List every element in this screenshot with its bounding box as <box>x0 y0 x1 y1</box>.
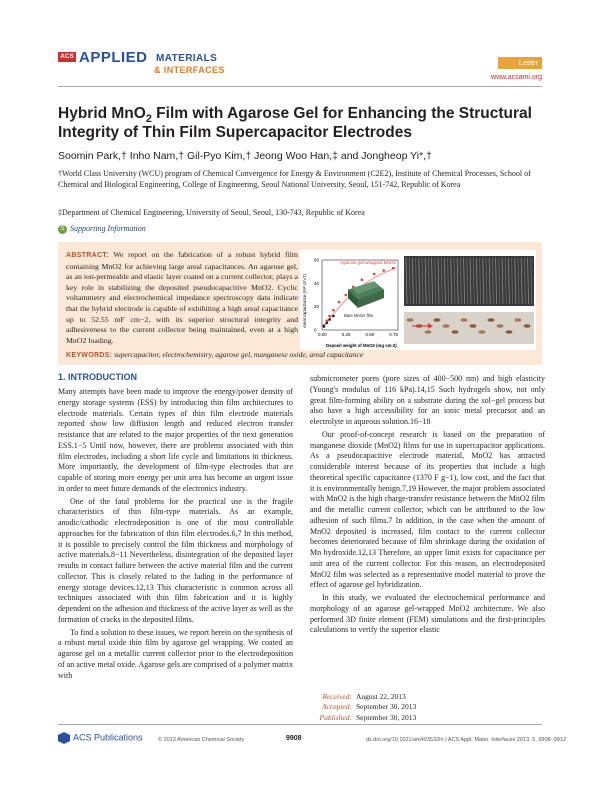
header-divider <box>58 86 542 87</box>
logo-materials: MATERIALS <box>156 53 218 64</box>
article-title <box>58 104 542 142</box>
title-part1: Hybrid MnO <box>58 105 146 122</box>
accepted-label: Accepted: <box>322 702 352 712</box>
author-list: Soomin Park,† Inho Nam,† Gil-Pyo Kim,† Jeong Woo Han,‡ and Jongheop Yi*,† <box>58 150 432 162</box>
acs-publications-logo <box>58 732 143 744</box>
sem-particle <box>479 330 486 334</box>
abstract <box>66 250 298 346</box>
received-row <box>310 692 542 702</box>
intro-paragraph-4: submicrometer pores (pore sizes of 400−500 nm) and high elasticity (Young's modulus of 116 kPa).14,15 Such hydrogels show, not only great film-forming ability on a substrate during the sol−gel process but also have a high accessibility for an ionic metal precursor and an electrolyte in aqueous solution.16−18 <box>310 374 545 426</box>
sem-image-top <box>404 256 534 306</box>
left-column <box>58 387 293 681</box>
data-point-bare <box>325 322 328 325</box>
x-tick-label: 0.25 <box>341 332 351 337</box>
x-tick-label: 0.75 <box>389 332 399 337</box>
accepted-row <box>310 702 542 712</box>
data-point-gel <box>328 315 331 318</box>
published-label: Published: <box>319 712 352 722</box>
accepted-date: September 30, 2013 <box>356 702 417 712</box>
logo-interfaces: & INTERFACES <box>154 65 225 75</box>
acs-hex-icon <box>58 732 70 744</box>
data-point-gel <box>338 301 341 304</box>
logo-applied: APPLIED <box>79 49 148 66</box>
journal-url[interactable]: www.acsami.org <box>491 74 542 81</box>
supporting-info-icon: S <box>58 225 67 234</box>
article-type-tag: Letter <box>498 57 542 69</box>
y-tick-label: 20 <box>314 304 320 310</box>
x-axis-label: Deposit weight of MnO2 (mg cm-2) <box>326 343 397 348</box>
footer-divider <box>58 724 542 725</box>
data-point-bare <box>323 325 326 328</box>
y-axis-label: Areal capacitance (mF cm-2) <box>302 274 307 328</box>
data-point-bare <box>332 315 335 318</box>
supporting-info-label: Supporting Information <box>70 224 146 233</box>
x-tick-label: 0.00 <box>318 332 327 337</box>
sem-particle <box>524 324 531 328</box>
title-part2: Film with Agarose Gel for Enhancing the Structural Integrity of Thin Film Supercapacitor Electrodes <box>58 105 532 141</box>
abstract-body: We report on the fabrication of a robust hybrid film containing MnO2 for achieving large areal capacitances. An agarose gel, as an ion-permeable and elastic layer coated on a current collector, plays a key role in stabilizing the deposited pseudocapacitive MnO2. Cyclic voltammetry and electrochemical impedance spectroscopy data indicate that the hybrid electrode is capable of exhibiting a high areal capacitance up to 52.55 mF cm−2, with its superior structural integrity and adhesiveness to the current collector being maintained, even at a high MnO2 loading. <box>66 250 298 345</box>
sem-image-bottom <box>404 312 534 344</box>
sem-particle <box>497 324 504 328</box>
data-point-gel <box>332 309 335 312</box>
sem-particle <box>452 330 459 334</box>
legend-gel: Agarose gel wrapped MnO2 <box>340 260 397 265</box>
data-point-gel <box>344 294 347 297</box>
intro-paragraph-3: To find a solution to these issues, we report herein on the synthesis of a robust metal oxide thin film by agarose gel wrapping. We coated an agarose gel on a metallic current collector prior to the electrodeposition of an active metal oxide. Agarose gels are comprised of a polymer matrix with <box>58 627 293 680</box>
title-subscript: 2 <box>145 113 152 126</box>
data-point-gel <box>382 269 385 272</box>
sem-particle <box>443 324 450 328</box>
x-tick-label: 0.50 <box>365 332 375 337</box>
received-label: Received: <box>322 692 352 701</box>
sem-particle <box>461 318 468 322</box>
journal-logo <box>58 49 258 86</box>
abstract-heading: ABSTRACT: <box>66 252 109 259</box>
sem-particle <box>515 318 522 322</box>
acs-badge: ACS <box>58 52 76 62</box>
y-tick-label: 40 <box>314 280 320 286</box>
intro-paragraph-5: Our proof-of-concept research is based on the preparation of manganese dioxide (MnO2) films for use in supercapacitor applications. As a pseudocapacitive electrode material, MnO2 has attracted considerable interest because of its properties that include a high theoretical specific capacitance (1370 F g−1), low cost, and the fact that it is environmentally benign.7,19 However, the major problem associated with MnO2 is the high charge-transfer resistance between the MnO2 film and the metallic current collector, which can be attributed to the low adhesion of such films.7 In addition, in the case when the amount of MnO2 deposited is increased, film contact to the current collector becomes deteriorated because of film shrinkage during the oxidation of Mn hydroxide.12,13 Therefore, an upper limit exists for capacitance per unit area of the current collector. For this reason, an electrodeposited MnO2 film was selected as a representative model material to prove the effect of agarose gel hybridization. <box>310 429 545 590</box>
data-point-gel <box>392 267 395 270</box>
published-date: September 30, 2013 <box>356 712 417 722</box>
keywords-list: supercapacitor, electrochemistry, agarose gel, manganese oxide, areal capacitance <box>114 350 364 359</box>
sem-particle <box>470 324 477 328</box>
y-tick-label: 0 <box>314 327 317 333</box>
sem-particle <box>488 318 495 322</box>
affiliation-1: †World Class University (WCU) program of Chemical Convergence for Energy & Environment (C2E2), Institute of Chemical Processes, School of Chemical and Biological Engineering, College of Engineering, Seoul National University, Seoul, 151-742, Republic of Korea <box>58 169 531 189</box>
doi-citation[interactable]: dx.doi.org/10.1021/am403532m | ACS Appl. Mater. Interfaces 2013, 5, 9908−9912 <box>366 737 567 743</box>
sem-particle <box>407 318 414 322</box>
intro-paragraph-2: One of the fatal problems for the practical use is the fragile characteristics of thin film-type materials. As an example, anodic/cathodic electrodeposition is one of the most controllable approaches for the fabrication of thin film electrodes.6,7 In this method, it is possible to precisely control the film thickness and morphology of active materials.8−11 Nevertheless, disintegration of the deposited layer results in contact failure between the active material film and the current collector. This is closely related to the fading in the performance of energy storage devices.12,13 This characteristic is common across all techniques associated with thin film fabrication and it is highly dependent on the adhesion and thickness of the active layer as well as the formation of cracks in the deposited films. <box>58 496 293 624</box>
published-row <box>310 713 542 723</box>
supporting-info-link[interactable] <box>58 224 146 234</box>
sem-particle <box>425 330 432 334</box>
data-point-bare <box>328 318 331 321</box>
keywords-heading: KEYWORDS: <box>66 352 113 359</box>
history-dates <box>310 692 542 723</box>
received-date: August 22, 2013 <box>356 692 406 701</box>
section-heading-introduction: 1. INTRODUCTION <box>58 372 138 382</box>
sem-particle <box>434 318 441 322</box>
data-point-gel <box>325 319 328 322</box>
data-point-gel <box>361 279 364 282</box>
toc-svg <box>300 250 536 350</box>
intro-paragraph-6: In this study, we evaluated the electrochemical performance and morphology of an agarose gel-wrapped MnO2 architecture. We also performed 3D finite element (FEM) simulations and the first-principles calculations to verify the superior elastic <box>310 593 545 635</box>
publisher-name: ACS Publications <box>73 732 143 743</box>
toc-graphic <box>300 250 536 350</box>
data-point-gel <box>373 273 376 276</box>
right-column <box>310 374 545 636</box>
copyright: © 2013 American Chemical Society <box>158 737 245 743</box>
affiliation-2: ‡Department of Chemical Engineering, University of Seoul, Seoul, 130-743, Republic of Korea <box>58 208 365 217</box>
intro-paragraph-1: Many attempts have been made to improve the energy/power density of energy storage systems (ESS) by introducing thin film architectures to electrode materials. Certain types of thin film electrode materials reported show low diffusion length and reduced electron transfer resistance that are related to the major properties of the next generation ESS.1−5 Until now, however, there are problems associated with thin film electrodes, including a short life cycle and limitations in thickness. More importantly, the development of film-type electrodes that are capable of storing more energy per unit area has become an urgent issue in order to meet future demands of the electronics industry. <box>58 387 293 493</box>
y-tick-label: 60 <box>314 257 320 263</box>
keywords <box>66 350 536 359</box>
sem-particle <box>506 330 513 334</box>
page-number: 9908 <box>286 735 302 742</box>
legend-bare: Bare MnO2 film <box>344 313 374 318</box>
